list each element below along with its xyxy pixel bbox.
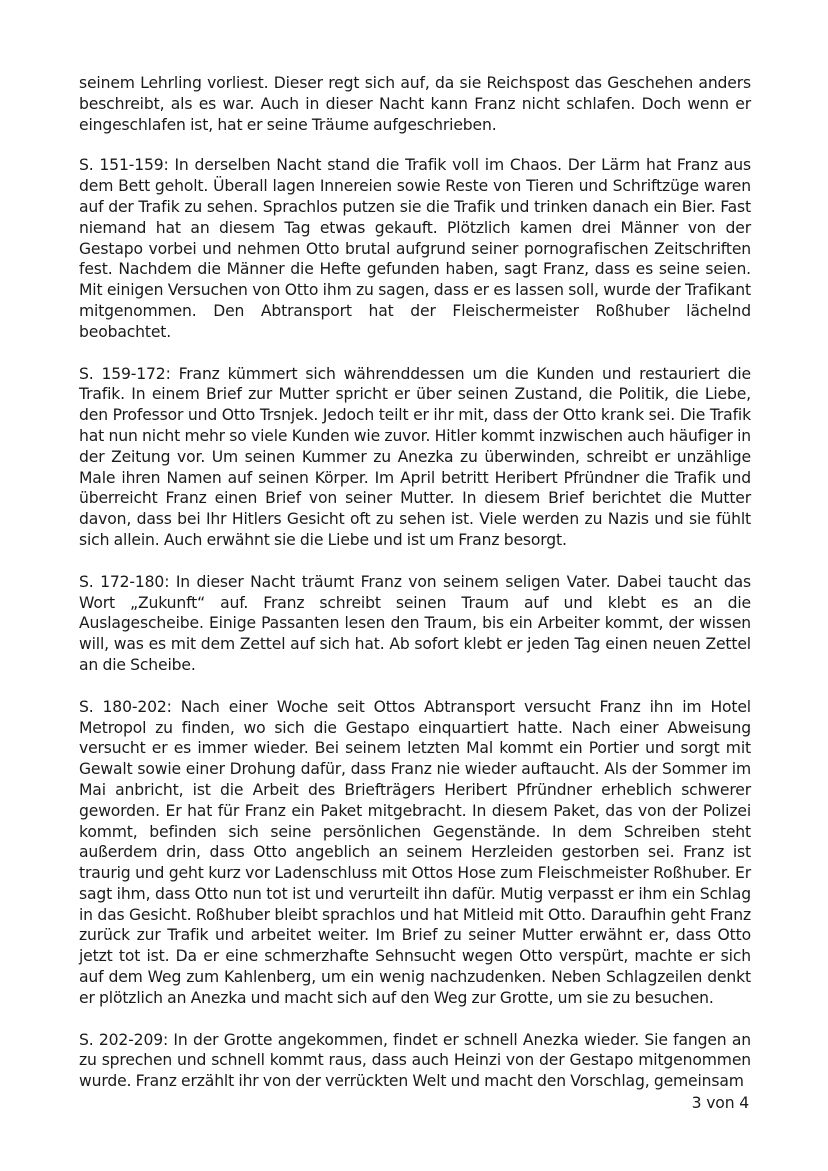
paragraph-s172-180: S. 172-180: In dieser Nacht träumt Franz von seinem seligen Vater. Dabei taucht das Wort „Zukunft“ auf. Franz schreibt seinen Traum auf und klebt es an die Auslagescheibe. Einige Passanten lesen den Traum, bis ein Arbeiter kommt, der wissen will, was es mit dem Zettel auf sich hat. Ab sofort klebt er jeden Tag einen neuen Zettel an die Scheibe. xyxy=(79,572,751,674)
paragraph-s202-209: S. 202-209: In der Grotte angekommen, findet er schnell Anezka wieder. Sie fangen an zu sprechen und schnell kommt raus, dass auch Heinzi von der Gestapo mitgenommen wurde. Franz erzählt ihr von der verrückten Welt und macht den Vorschlag, gemeinsam xyxy=(79,1030,751,1091)
paragraph-s180-202: S. 180-202: Nach einer Woche seit Ottos Abtransport versucht Franz ihn im Hotel Metropol zu finden, wo sich die Gestapo einquartiert hatte. Nach einer Abweisung versucht er es immer wieder. Bei seinem letzten Mal kommt ein Portier und sorgt mit Gewalt sowie einer Drohung dafür, dass Franz nie wieder auftaucht. Als der Sommer im Mai anbricht, ist die Arbeit des Briefträgers Heribert Pfründner erheblich schwerer geworden. Er hat für Franz ein Paket mitgebracht. In diesem Paket, das von der Polizei kommt, befinden sich seine persönlichen Gegenstände. In dem Schreiben steht außerdem drin, dass Otto angeblich an seinem Herzleiden gestorben sei. Franz ist traurig und geht kurz vor Ladenschluss mit Ottos Hose zum Fleischmeister Roßhuber. Er sagt ihm, dass Otto nun tot ist und verurteilt ihn dafür. Mutig verpasst er ihm ein Schlag in das Gesicht. Roßhuber bleibt sprachlos und hat Mitleid mit Otto. Daraufhin geht Franz zurück zur Trafik und arbeitet weiter. Im Brief zu seiner Mutter erwähnt er, dass Otto jetzt tot ist. Da er eine schmerzhafte Sehnsucht wegen Otto verspürt, machte er sich auf dem Weg zum Kahlenberg, um ein wenig nachzudenken. Neben Schlagzeilen denkt er plötzlich an Anezka und macht sich auf den Weg zur Grotte, um sie zu besuchen. xyxy=(79,697,751,1007)
paragraph-s159-172: S. 159-172: Franz kümmert sich währenddessen um die Kunden und restauriert die Trafik. In einem Brief zur Mutter spricht er über seinen Zustand, die Politik, die Liebe, den Professor und Otto Trsnjek. Jedoch teilt er ihr mit, dass der Otto krank sei. Die Trafik hat nun nicht mehr so viele Kunden wie zuvor. Hitler kommt inzwischen auch häufiger in der Zeitung vor. Um seinen Kummer zu Anezka zu überwinden, schreibt er unzählige Male ihren Namen auf seinen Körper. Im April betritt Heribert Pfründner die Trafik und überreicht Franz einen Brief von seiner Mutter. In diesem Brief berichtet die Mutter davon, dass bei Ihr Hitlers Gesicht oft zu sehen ist. Viele werden zu Nazis und sie fühlt sich allein. Auch erwähnt sie die Liebe und ist um Franz besorgt. xyxy=(79,364,751,549)
paragraph-continuation: seinem Lehrling vorliest. Dieser regt sich auf, da sie Reichspost das Geschehen anders beschreibt, als es war. Auch in dieser Nacht kann Franz nicht schlafen. Doch wenn er eingeschlafen ist, hat er seine Träume aufgeschrieben. xyxy=(79,74,751,134)
document-body xyxy=(79,73,751,1113)
page-number: 3 von 4 xyxy=(691,1094,749,1112)
paragraph-s151-159: S. 151-159: In derselben Nacht stand die Trafik voll im Chaos. Der Lärm hat Franz aus dem Bett geholt. Überall lagen Innereien sowie Reste von Tieren und Schriftzüge waren auf der Trafik zu sehen. Sprachlos putzen sie die Trafik und trinken danach ein Bier. Fast niemand hat an diesem Tag etwas gekauft. Plötzlich kamen drei Männer von der Gestapo vorbei und nehmen Otto brutal aufgrund seiner pornografischen Zeitschriften fest. Nachdem die Männer die Hefte gefunden haben, sagt Franz, dass es seine seien. Mit einigen Versuchen von Otto ihm zu sagen, dass er es lassen soll, wurde der Trafikant mitgenommen. Den Abtransport hat der Fleischermeister Roßhuber lächelnd beobachtet. xyxy=(79,156,751,341)
